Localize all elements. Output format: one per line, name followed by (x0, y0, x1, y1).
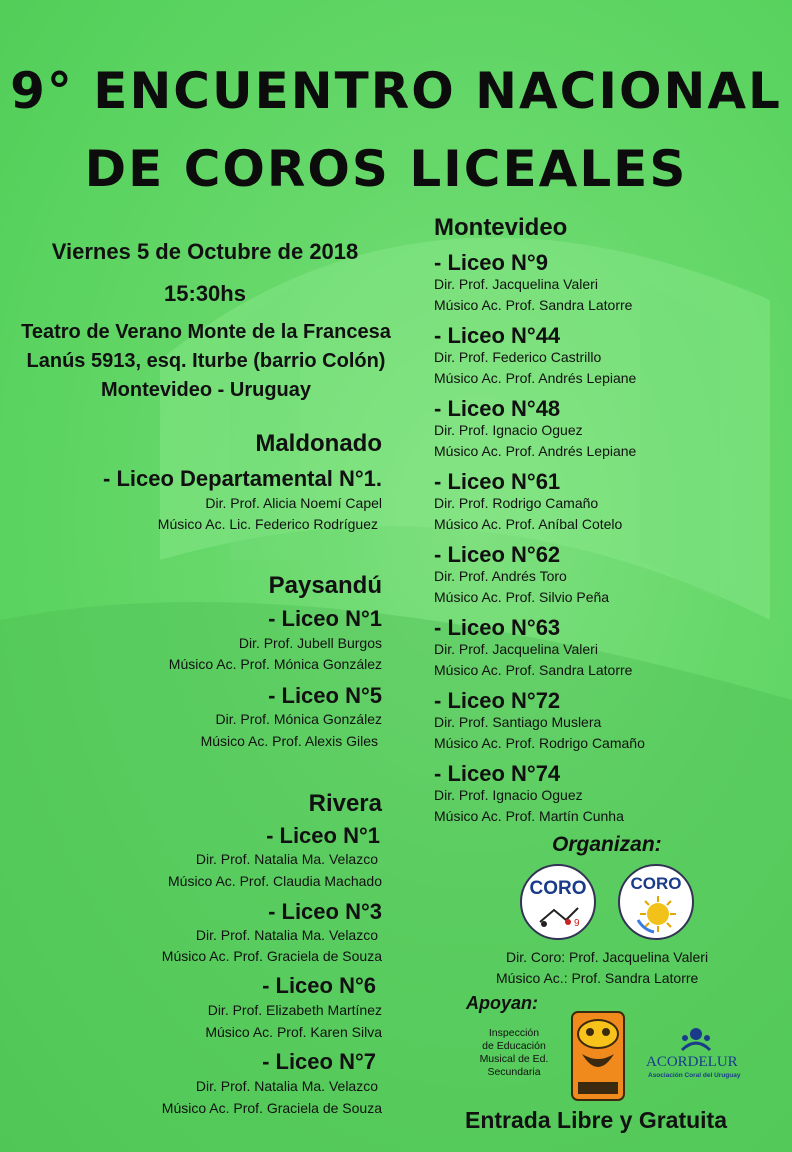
sun-icon (636, 894, 678, 934)
rivera-liceo-3-name: - Liceo N°6 (262, 973, 376, 998)
apoyan-label: Apoyan: (466, 993, 538, 1013)
rivera-liceo-4-musician: Músico Ac. Prof. Graciela de Souza (161, 1100, 382, 1116)
event-address: Lanús 5913, esq. Iturbe (barrio Colón) (26, 350, 386, 372)
montevideo-liceo-6-name: - Liceo N°63 (434, 615, 561, 640)
montevideo-liceo-3-name: - Liceo N°48 (434, 396, 561, 421)
acordelur-subtitle: Asociación Coral del Uruguay (648, 1072, 741, 1079)
rivera-liceo-2-name: - Liceo N°3 (268, 899, 382, 924)
region-paysandu: Paysandú (268, 572, 382, 599)
paysandu-liceo-1-director: Dir. Prof. Jubell Burgos (238, 635, 382, 651)
acordelur-icon (676, 1022, 716, 1052)
inspeccion-line-2: de Educación (482, 1040, 546, 1052)
montevideo-liceo-7-musician: Músico Ac. Prof. Rodrigo Camaño (434, 735, 645, 751)
maldonado-liceo-musician: Músico Ac. Lic. Federico Rodríguez (157, 516, 378, 532)
event-date: Viernes 5 de Octubre de 2018 (51, 239, 359, 264)
title-line-1: 9° ENCUENTRO NACIONAL (10, 62, 782, 120)
coro-logo-2-text: CORO (630, 874, 682, 893)
paysandu-liceo-1-musician: Músico Ac. Prof. Mónica González (168, 656, 382, 672)
paysandu-liceo-2-name: - Liceo N°5 (268, 683, 382, 708)
rivera-liceo-4-director: Dir. Prof. Natalia Ma. Velazco (195, 1078, 378, 1094)
event-venue: Teatro de Verano Monte de la Francesa (21, 321, 391, 343)
inspeccion-line-3: Musical de Ed. (479, 1053, 549, 1065)
montevideo-liceo-1-musician: Músico Ac. Prof. Sandra Latorre (434, 297, 633, 313)
organizan-musician: Músico Ac.: Prof. Sandra Latorre (496, 970, 699, 986)
inspeccion-text (464, 1027, 564, 1079)
organizan-label: Organizan: (552, 833, 662, 856)
montevideo-liceo-2-director: Dir. Prof. Federico Castrillo (434, 349, 602, 365)
coro-liceo-9-logo (520, 864, 596, 940)
rivera-liceo-1-musician: Músico Ac. Prof. Claudia Machado (168, 873, 382, 889)
region-maldonado: Maldonado (255, 430, 382, 457)
montevideo-liceo-8-director: Dir. Prof. Ignacio Oguez (434, 787, 583, 803)
region-rivera: Rivera (308, 790, 382, 817)
rivera-liceo-3-musician: Músico Ac. Prof. Karen Silva (205, 1024, 382, 1040)
montevideo-liceo-4-director: Dir. Prof. Rodrigo Camaño (434, 495, 599, 511)
event-time: 15:30hs (164, 281, 246, 306)
montevideo-liceo-1-name: - Liceo N°9 (434, 250, 548, 275)
montevideo-liceo-8-musician: Músico Ac. Prof. Martín Cunha (434, 808, 624, 824)
montevideo-liceo-8-name: - Liceo N°74 (434, 761, 561, 786)
rivera-liceo-1-director: Dir. Prof. Natalia Ma. Velazco (195, 851, 378, 867)
title-line-2: DE COROS LICEALES (84, 140, 688, 198)
paysandu-liceo-1-name: - Liceo N°1 (268, 606, 382, 631)
inspeccion-line-4: Secundaria (487, 1066, 541, 1078)
montevideo-liceo-2-musician: Músico Ac. Prof. Andrés Lepiane (434, 370, 637, 386)
montevideo-liceo-5-name: - Liceo N°62 (434, 542, 561, 567)
paysandu-liceo-2-director: Dir. Prof. Mónica González (215, 711, 382, 727)
coro-logo-1-text: CORO (529, 878, 587, 899)
montevideo-liceo-4-musician: Músico Ac. Prof. Aníbal Cotelo (434, 516, 623, 532)
montevideo-liceo-1-director: Dir. Prof. Jacquelina Valeri (434, 276, 598, 292)
rivera-liceo-2-musician: Músico Ac. Prof. Graciela de Souza (161, 948, 382, 964)
acordelur-name: ACORDELUR (646, 1054, 738, 1070)
event-city: Montevideo - Uruguay (100, 379, 311, 401)
footer-entrada: Entrada Libre y Gratuita (465, 1107, 728, 1133)
organizan-director: Dir. Coro: Prof. Jacquelina Valeri (506, 949, 709, 965)
rivera-liceo-1-name: - Liceo N°1 (266, 823, 380, 848)
teatro-de-verano-logo (568, 1010, 628, 1102)
inspeccion-line-1: Inspección (488, 1027, 540, 1039)
montevideo-liceo-5-director: Dir. Prof. Andrés Toro (434, 568, 567, 584)
montevideo-liceo-6-director: Dir. Prof. Jacquelina Valeri (434, 641, 598, 657)
montevideo-liceo-5-musician: Músico Ac. Prof. Silvio Peña (434, 589, 610, 605)
montevideo-liceo-3-musician: Músico Ac. Prof. Andrés Lepiane (434, 443, 637, 459)
rivera-liceo-3-director: Dir. Prof. Elizabeth Martínez (207, 1002, 382, 1018)
montevideo-liceo-2-name: - Liceo N°44 (434, 323, 561, 348)
music-notes-icon (536, 902, 582, 930)
svg-text:9: 9 (574, 918, 580, 929)
rivera-liceo-4-name: - Liceo N°7 (262, 1049, 376, 1074)
montevideo-liceo-7-director: Dir. Prof. Santiago Muslera (434, 714, 602, 730)
paysandu-liceo-2-musician: Músico Ac. Prof. Alexis Giles (200, 733, 378, 749)
rivera-liceo-2-director: Dir. Prof. Natalia Ma. Velazco (195, 927, 378, 943)
montevideo-liceo-6-musician: Músico Ac. Prof. Sandra Latorre (434, 662, 633, 678)
maldonado-liceo-name: - Liceo Departamental N°1. (103, 466, 382, 491)
coro-sun-logo (618, 864, 694, 940)
maldonado-liceo-director: Dir. Prof. Alicia Noemí Capel (205, 495, 382, 511)
montevideo-liceo-4-name: - Liceo N°61 (434, 469, 561, 494)
montevideo-liceo-3-director: Dir. Prof. Ignacio Oguez (434, 422, 583, 438)
montevideo-liceo-7-name: - Liceo N°72 (434, 688, 561, 713)
region-montevideo: Montevideo (434, 214, 568, 241)
